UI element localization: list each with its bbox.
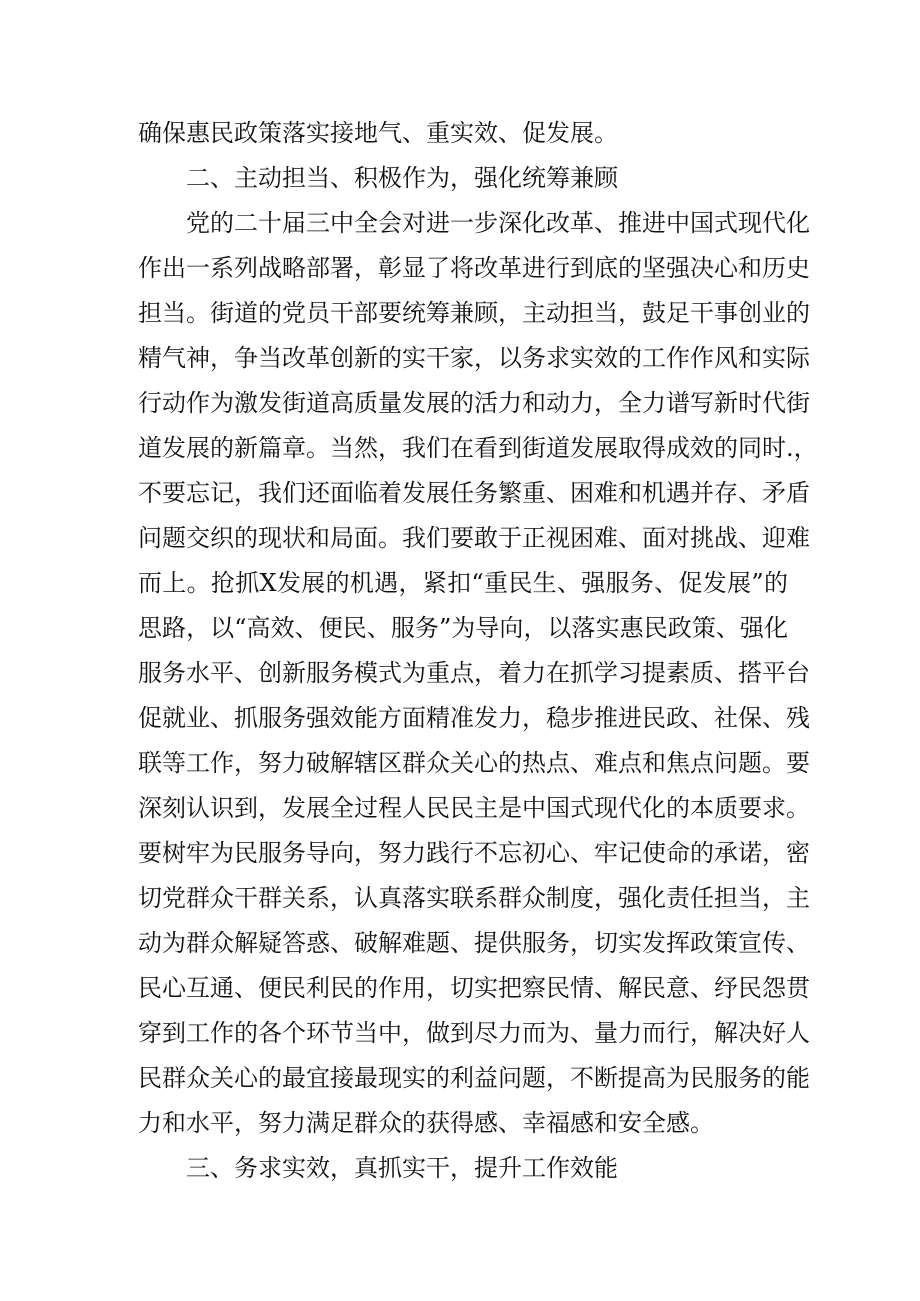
paragraph-line: 深刻认识到，发展全过程人民民主是中国式现代化的本质要求。: [138, 794, 810, 822]
paragraph-line: 民心互通、便民利民的作用，切实把察民情、解民意、纾民怨贯: [138, 974, 810, 1002]
paragraph-line: 党的二十届三中全会对进一步深化改革、推进中国式现代化: [186, 209, 810, 237]
paragraph-line: 穿到工作的各个环节当中，做到尽力而为、量力而行，解决好人: [138, 1019, 810, 1047]
paragraph-line: 精气神，争当改革创新的实干家，以务求实效的工作作风和实际: [138, 344, 810, 372]
paragraph-line: 要树牢为民服务导向，努力践行不忘初心、牢记使命的承诺，密: [138, 839, 810, 867]
paragraph-line: 行动作为激发街道高质量发展的活力和动力，全力谱写新时代街: [138, 389, 810, 417]
paragraph-line: 思路，以“高效、便民、服务”为导向，以落实惠民政策、强化: [138, 614, 788, 642]
paragraph-line: 作出一系列战略部署，彰显了将改革进行到底的坚强决心和历史: [138, 254, 810, 282]
paragraph-line: 担当。街道的党员干部要统筹兼顾，主动担当，鼓足干事创业的: [138, 299, 810, 327]
paragraph-line: 促就业、抓服务强效能方面精准发力，稳步推进民政、社保、残: [138, 704, 810, 732]
paragraph-line: 不要忘记，我们还面临着发展任务繁重、困难和机遇并存、矛盾: [138, 479, 810, 507]
paragraph-line: 道发展的新篇章。当然，我们在看到街道发展取得成效的同时.，: [138, 434, 818, 462]
section-heading-3: 三、务求实效，真抓实干，提升工作效能: [186, 1154, 618, 1182]
prev-paragraph-tail: 确保惠民政策落实接地气、重实效、促发展。: [138, 119, 618, 147]
paragraph-line: 民群众关心的最宜接最现实的利益问题，不断提高为民服务的能: [138, 1064, 810, 1092]
paragraph-line: 切党群众干群关系，认真落实联系群众制度，强化责任担当，主: [138, 884, 810, 912]
paragraph-line: 联等工作，努力破解辖区群众关心的热点、难点和焦点问题。要: [138, 749, 810, 777]
paragraph-line: 而上。抢抓X发展的机遇，紧扣“重民生、强服务、促发展”的: [138, 569, 788, 597]
paragraph-line: 问题交织的现状和局面。我们要敢于正视困难、面对挑战、迎难: [138, 524, 810, 552]
paragraph-line: 力和水平，努力满足群众的获得感、幸福感和安全感。: [138, 1109, 714, 1137]
section-heading-2: 二、主动担当、积极作为，强化统筹兼顾: [186, 164, 618, 192]
paragraph-line: 动为群众解疑答惑、破解难题、提供服务，切实发挥政策宣传、: [138, 929, 810, 957]
paragraph-line: 服务水平、创新服务模式为重点，着力在抓学习提素质、搭平台: [138, 659, 810, 687]
